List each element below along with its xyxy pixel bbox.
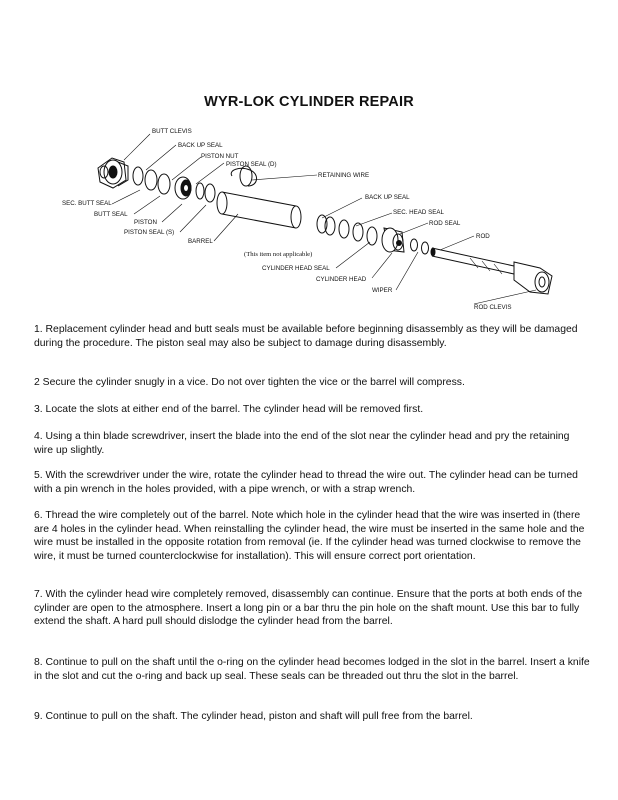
step-5: 5. With the screwdriver under the wire, rotate the cylinder head to thread the wire out. The cylinder head can be turned with a pin wrench in the holes provided, with a pipe wrench, or with a strap wrench. <box>34 470 578 495</box>
label-piston-seal-s: PISTON SEAL (S) <box>124 229 175 236</box>
step-3: 3. Locate the slots at either end of the barrel. The cylinder head will be removed first. <box>34 404 424 415</box>
label-piston-nut: PISTON NUT <box>201 153 239 160</box>
label-retaining-wire: RETAINING WIRE <box>318 172 370 179</box>
rod-clevis-part <box>514 262 552 294</box>
step-6: 6. Thread the wire completely out of the barrel. Note which hole in the cylinder head that the wire was inserted in (there are 4 holes in the cylinder head. When reinstalling the cylinder head, the wire must be inserted in the same hole and the wire must be installed in the opposite rotation from removal (ie. If the cylinder head was turned clockwise to remove the wire, it must be turned counterclockwise for installation). This will ensure correct port orientation. <box>34 510 585 562</box>
label-piston-seal-d: PISTON SEAL (D) <box>226 161 277 168</box>
step-8: 8. Continue to pull on the shaft until the o-ring on the cylinder head becomes lodged in the slot in the barrel. Insert a knife in the slot and cut the o-ring and back up seal. These seals can be threaded out thru the slot in the barrel. <box>34 657 590 682</box>
label-back-up-seal-2: BACK UP SEAL <box>365 194 410 201</box>
back-up-seal-ring <box>133 167 143 185</box>
piston-nut-ring <box>145 170 157 190</box>
label-butt-seal: BUTT SEAL <box>94 211 128 218</box>
label-rod-seal: ROD SEAL <box>429 220 461 227</box>
label-barrel: BARREL <box>188 238 213 245</box>
page-title: WYR-LOK CYLINDER REPAIR <box>204 94 414 110</box>
label-cylinder-head: CYLINDER HEAD <box>316 276 367 283</box>
step-2: 2 Secure the cylinder snugly in a vice. Do not over tighten the vice or the barrel will compress. <box>34 377 465 388</box>
cylinder-head-part <box>382 228 404 252</box>
barrel-part <box>217 192 301 228</box>
label-sec-butt-seal: SEC. BUTT SEAL <box>62 200 112 207</box>
retaining-wire-part <box>231 166 256 186</box>
butt-clevis-part <box>98 158 128 188</box>
label-rod: ROD <box>476 233 490 240</box>
piston-nut-part <box>175 177 191 199</box>
rod-part <box>431 248 514 274</box>
label-not-applicable: (This item not applicable) <box>244 251 313 258</box>
step-9: 9. Continue to pull on the shaft. The cylinder head, piston and shaft will pull free from the barrel. <box>34 711 473 722</box>
step-4: 4. Using a thin blade screwdriver, insert the blade into the end of the slot near the cylinder head and pry the retaining wire up slightly. <box>34 431 570 456</box>
label-back-up-seal: BACK UP SEAL <box>178 142 223 149</box>
step-7: 7. With the cylinder head wire completely removed, disassembly can continue. Ensure that the ports at both ends of the cylinder are open to the atmosphere. Insert a long pin or a bar thru the pin hole on the shaft mount. Use this bar to fully extend the shaft. A hard pull should dislodge the cylinder head from the barrel. <box>34 589 583 628</box>
label-rod-clevis: ROD CLEVIS <box>474 304 512 311</box>
label-cylinder-head-seal: CYLINDER HEAD SEAL <box>262 265 330 272</box>
exploded-cylinder-diagram <box>0 118 618 316</box>
label-butt-clevis: BUTT CLEVIS <box>152 128 192 135</box>
label-sec-head-seal: SEC. HEAD SEAL <box>393 209 444 216</box>
label-piston: PISTON <box>134 219 157 226</box>
label-wiper: WIPER <box>372 287 393 294</box>
step-1: 1. Replacement cylinder head and butt seals must be available before beginning disassembly as they will be damaged during the procedure. The piston seal may also be subject to damage during disassembly. <box>34 324 578 349</box>
